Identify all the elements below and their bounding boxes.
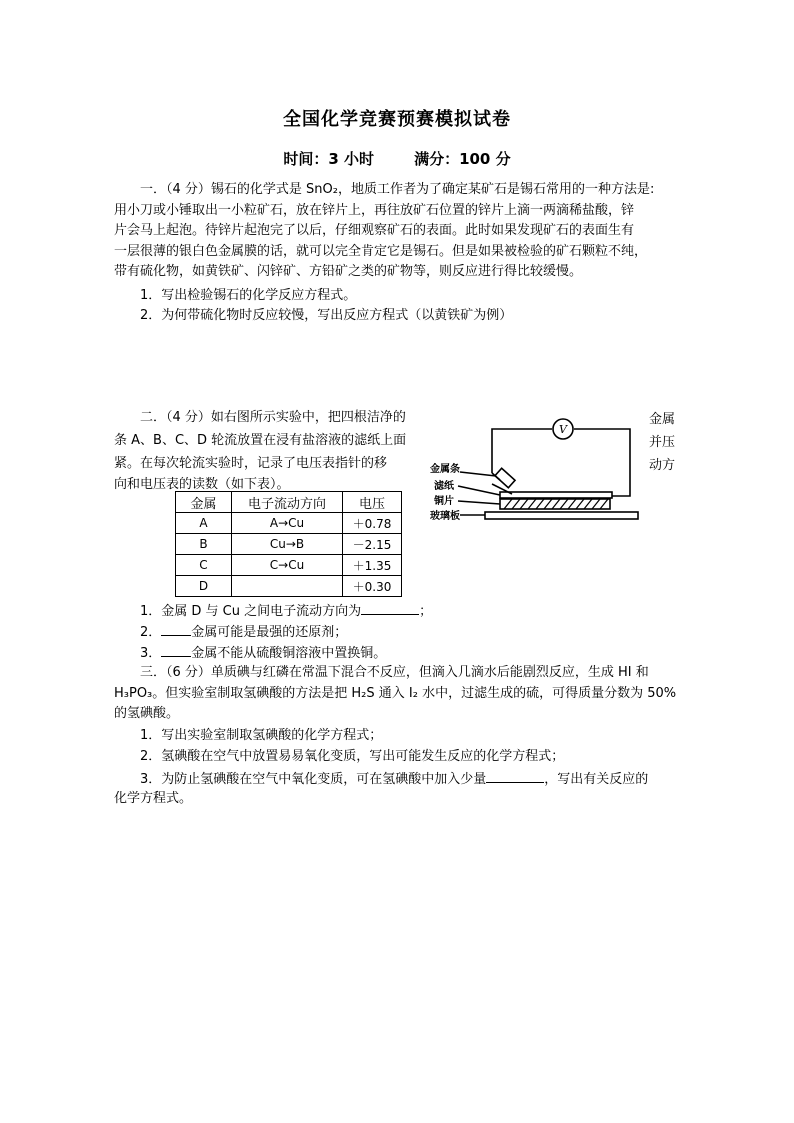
q3-line: 三．（6 分）单质碘与红磷在常温下混合不反应，但滴入几滴水后能剧烈反应，生成 HI 和 <box>140 665 649 680</box>
page-title: 全国化学竞赛预赛模拟试卷 <box>283 109 511 130</box>
q3-item <box>140 768 648 791</box>
table-row <box>176 576 402 597</box>
table-cell: －2.15 <box>343 534 402 555</box>
table-cell: C <box>176 555 232 576</box>
q2-item <box>140 600 432 623</box>
table-cell: A <box>176 513 232 534</box>
voltmeter-label: V <box>559 423 567 436</box>
q1-line: 一层很薄的银白色金属膜的话，就可以完全肯定它是锡石。但是如果被检验的矿石颗粒不纯， <box>114 243 648 259</box>
q3-item: 1．写出实验室制取氢碘酸的化学方程式； <box>140 728 383 743</box>
q3-item-text: 3．为防止氢碘酸在空气中氧化变质，可在氢碘酸中加入少量 <box>140 772 487 787</box>
q2-item <box>140 642 386 665</box>
q1-item: 2．为何带硫化物时反应较慢，写出反应方程式（以黄铁矿为例） <box>140 308 513 323</box>
q3-item: 2．氢碘酸在空气中放置易易氧化变质，写出可能发生反应的化学方程式； <box>140 749 565 764</box>
voltage-table <box>175 491 402 597</box>
q3-line: 的氢碘酸。 <box>114 706 180 721</box>
q3-line: H₃PO₃。但实验室制取氢碘酸的方法是把 H₂S 通入 I₂ 水中，过滤生成的硫，可得质量分数为 50% <box>114 685 677 701</box>
question-1 <box>114 180 680 283</box>
q1-line: 一．（4 分）锡石的化学式是 SnO₂，地质工作者为了确定某矿石是锡石常用的一种方法是: <box>140 182 655 197</box>
q2-item-text: 1．金属 D 与 Cu 之间电子流动方向为 <box>140 604 362 619</box>
q2-right-word: 并压 <box>649 435 676 450</box>
experiment-diagram <box>430 418 645 530</box>
q2-right-word: 动方 <box>649 458 676 473</box>
exam-time: 时间：3 小时 <box>283 150 375 168</box>
answer-blank[interactable] <box>361 600 419 615</box>
q2-item-text: 3． <box>140 646 162 661</box>
q3-item-text: ，写出有关反应的 <box>544 772 649 787</box>
table-row <box>176 534 402 555</box>
label-metal-strip: 金属条 <box>430 464 460 475</box>
label-copper: 铜片 <box>434 496 454 507</box>
answer-blank[interactable] <box>486 768 544 783</box>
table-cell: A→Cu <box>232 513 343 534</box>
table-cell: ＋1.35 <box>343 555 402 576</box>
q2-right-word: 金属 <box>649 412 676 427</box>
table-row <box>176 513 402 534</box>
label-filter-paper: 滤纸 <box>434 481 454 492</box>
q2-line: 二．（4 分）如右图所示实验中，把四根洁净的 <box>140 410 406 425</box>
exam-info <box>0 148 794 169</box>
q2-item-text: ； <box>419 604 433 619</box>
table-header: 电压 <box>343 492 402 513</box>
q3-item-cont: 化学方程式。 <box>114 791 193 806</box>
q1-line: 用小刀或小锤取出一小粒矿石，放在锌片上，再往放矿石位置的锌片上滴一两滴稀盐酸，锌 <box>114 202 635 218</box>
question-2 <box>114 408 424 495</box>
exam-score: 满分：100 分 <box>414 150 511 168</box>
table-cell: ＋0.30 <box>343 576 402 597</box>
table-cell: Cu→B <box>232 534 343 555</box>
table-row <box>176 555 402 576</box>
q2-line: 条 A、B、C、D 轮流放置在浸有盐溶液的滤纸上面 <box>114 432 407 448</box>
q2-line: 紧。在每次轮流实验时，记录了电压表指针的移 <box>114 455 388 471</box>
table-header: 电子流动方向 <box>232 492 343 513</box>
table-cell: C→Cu <box>232 555 343 576</box>
table-cell: ＋0.78 <box>343 513 402 534</box>
table-cell: B <box>176 534 232 555</box>
q2-item <box>140 621 347 644</box>
answer-blank[interactable] <box>161 621 191 636</box>
q2-item-text: 2． <box>140 625 162 640</box>
q1-line: 片会马上起泡。待锌片起泡完了以后，仔细观察矿石的表面。此时如果发现矿石的表面生有 <box>114 223 635 238</box>
q2-item-text: 金属可能是最强的还原剂； <box>191 625 348 640</box>
label-glass: 玻璃板 <box>430 511 460 522</box>
table-cell <box>232 576 343 597</box>
q2-item-text: 金属不能从硫酸铜溶液中置换铜。 <box>191 646 387 661</box>
table-cell: D <box>176 576 232 597</box>
answer-blank[interactable] <box>161 642 191 657</box>
q2-line: 向和电压表的读数（如下表）。 <box>114 476 290 492</box>
question-3 <box>114 663 680 725</box>
q1-line: 带有硫化物，如黄铁矿、闪锌矿、方铅矿之类的矿物等，则反应进行得比较缓慢。 <box>114 264 583 279</box>
q1-item: 1．写出检验锡石的化学反应方程式。 <box>140 288 357 303</box>
table-header: 金属 <box>176 492 232 513</box>
